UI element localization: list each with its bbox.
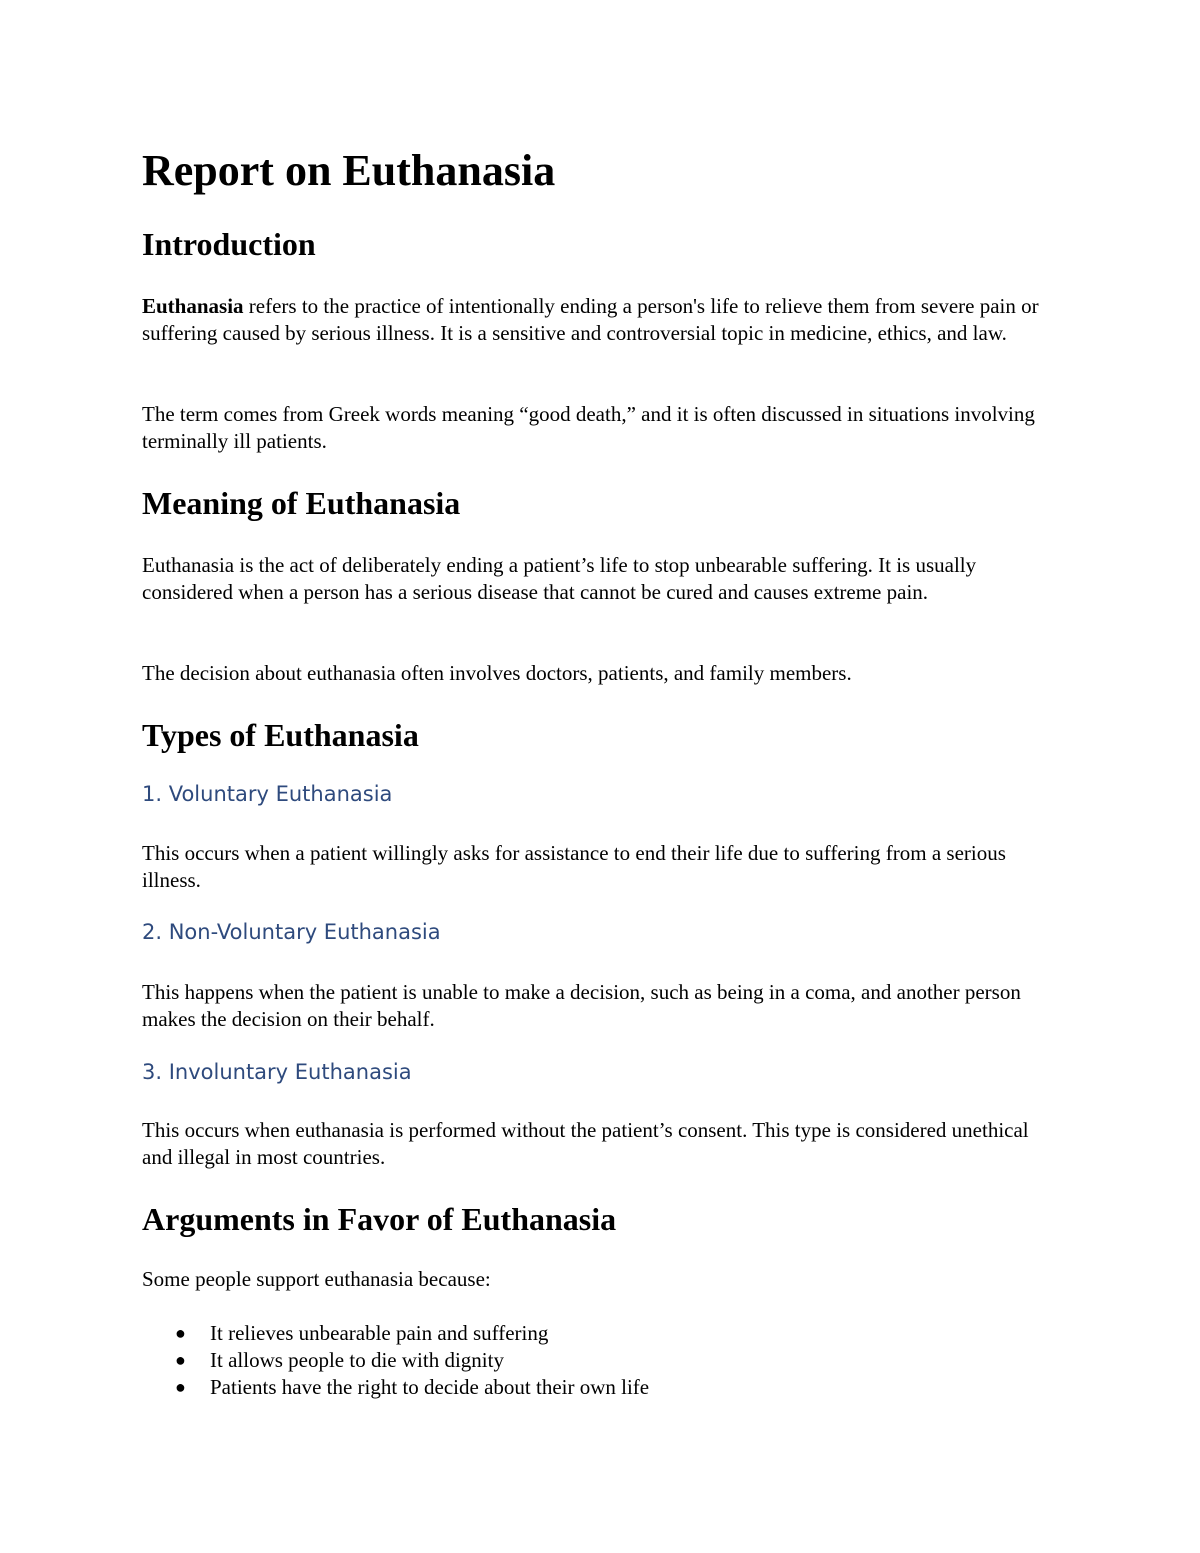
type-involuntary-heading: 3. Involuntary Euthanasia bbox=[142, 1060, 412, 1084]
favor-heading: Arguments in Favor of Euthanasia bbox=[142, 1201, 617, 1237]
meaning-paragraph-2: The decision about euthanasia often involves doctors, patients, and family members. bbox=[142, 661, 852, 685]
meaning-heading: Meaning of Euthanasia bbox=[142, 485, 461, 521]
list-item bbox=[142, 1320, 649, 1347]
list-item bbox=[142, 1347, 649, 1374]
bullet-dot-icon: ● bbox=[175, 1323, 186, 1343]
favor-intro: Some people support euthanasia because: bbox=[142, 1267, 491, 1291]
type-voluntary-heading: 1. Voluntary Euthanasia bbox=[142, 782, 393, 806]
list-item-text: Patients have the right to decide about their own life bbox=[210, 1375, 650, 1399]
type-non-voluntary-text: This happens when the patient is unable to make a decision, such as being in a coma, and another person makes the decision on their behalf. bbox=[142, 980, 1021, 1031]
introduction-heading: Introduction bbox=[142, 226, 316, 262]
list-item-text: It allows people to die with dignity bbox=[210, 1348, 504, 1372]
bullet-dot-icon: ● bbox=[175, 1377, 186, 1397]
type-non-voluntary-heading: 2. Non-Voluntary Euthanasia bbox=[142, 920, 441, 944]
type-voluntary-text: This occurs when a patient willingly asks for assistance to end their life due to suffering from a serious illness. bbox=[142, 841, 1006, 892]
list-item bbox=[142, 1374, 649, 1401]
euthanasia-term-bold: Euthanasia bbox=[142, 294, 244, 318]
type-involuntary-text: This occurs when euthanasia is performed without the patient’s consent. This type is considered unethical and illegal in most countries. bbox=[142, 1118, 1029, 1169]
bullet-dot-icon: ● bbox=[175, 1350, 186, 1370]
introduction-paragraph-1 bbox=[142, 293, 1062, 347]
list-item-text: It relieves unbearable pain and suffering bbox=[210, 1321, 549, 1345]
favor-bullet-list bbox=[142, 1320, 649, 1401]
types-heading: Types of Euthanasia bbox=[142, 717, 419, 753]
meaning-paragraph-1: Euthanasia is the act of deliberately ending a patient’s life to stop unbearable suffering. It is usually considered when a person has a serious disease that cannot be cured and causes extreme pain. bbox=[142, 553, 977, 604]
introduction-paragraph-2: The term comes from Greek words meaning “good death,” and it is often discussed in situations involving terminally ill patients. bbox=[142, 402, 1035, 453]
introduction-paragraph-1-text: refers to the practice of intentionally ending a person's life to relieve them from severe pain or suffering caused by serious illness. It is a sensitive and controversial topic in medicine, ethics, and law. bbox=[142, 294, 1039, 345]
page-title: Report on Euthanasia bbox=[142, 146, 556, 195]
